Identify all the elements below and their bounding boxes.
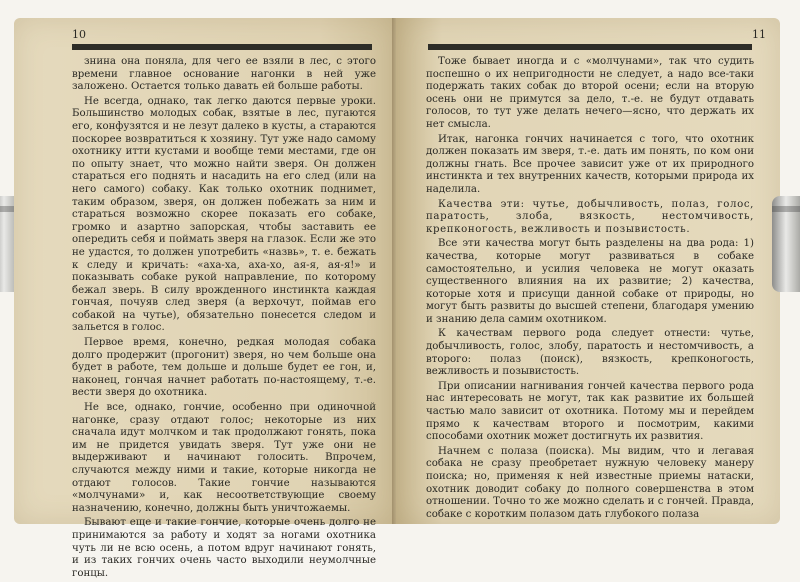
header-rule-right [428, 44, 752, 50]
paragraph: знина она поняла, для чего ее взяли в лес, с этого времени главное основание нагонки в ней уже заложено. Остается только давать ей больше работы. [72, 56, 376, 93]
book-weight-right [772, 196, 800, 292]
paragraph: Все эти качества могут быть разделены на два рода: 1) качества, которые могут развиваться в собаке самостоятельно, и усилия человека не могут оказать существенного влияния на их развитие; 2) качества, которые хотя и присущи данной собаке от природы, но могут быть развиты до высшей степени, благодаря умению и знанию дела самим охотником. [426, 238, 754, 325]
paragraph: Бывают еще и такие гончие, которые очень долго не принимаются за работу и ходят за ногами охотника чуть ли не всю осень, а потом вдруг начинают гонять, и из таких гончих очень часто выходили неумолчные гонцы. [72, 517, 376, 579]
paragraph: Качества эти: чутье, добычливость, полаз, голос, паратость, злоба, вязкость, нестомчивость, крепконогость, вежливость и позывистость. [426, 198, 754, 235]
paragraph: Первое время, конечно, редкая молодая собака долго продержит (прогонит) зверя, но чем больше она будет в работе, тем дольше и дольше будет ее гон, и, наконец, гончая начнет работать по-настоящему, т.-е. вести зверя до охотника. [72, 337, 376, 399]
paragraph: Не всегда, однако, так легко даются первые уроки. Большинство молодых собак, взятые в лес, пугаются его, конфузятся и не лезут далеко в кусты, а стараются поскорее возвратиться к хозяину. Тут уже надо самому охотнику итти кустами и вообще теми местами, где он по опыту знает, что можно найти зверя. Он должен стараться его поднять и насадить на его след (или на него самого) собаку. Как только охотник поднимет, таким образом, зверя, он должен побежать за ним и стараться возможно скорее показать его собаке, громко и азартно запорская, чтобы заставить ее опередить себя и поймать зверя на глазок. Если же это не удастся, то должен употребить «назвь», т. е. бежать к следу и кричать: «аха-ха, аха-хо, ая-я, ая-я!» и показывать собаке рукой направление, по которому бежал зверь. В силу врожденного инстинкта каждая гончая, почуяв след зверя (а верхочут, поймав его собакой на чутье), обязательно понесется следом и зальется в голос. [72, 95, 376, 334]
paragraph: Итак, нагонка гончих начинается с того, что охотник должен показать им зверя, т.-е. дать им понять, по ком они должны гнать. Все прочее зависит уже от их природного инстинкта и тех внутренних качеств, которыми природа их наделила. [426, 133, 754, 195]
page-number-left: 10 [72, 28, 86, 41]
paragraph: Не все, однако, гончие, особенно при одиночной нагонке, сразу отдают голос; некоторые из них сначала идут молчком и так продолжают гонять, пока им не придется увидать зверя. Тут уже они не выдерживают и начинают голосить. Впрочем, случаются между ними и такие, которые никогда не отдают голосов. Такие гончие называются «молчунами» и, как несоответствующие своему назначению, конечно, должны быть уничтожаемы. [72, 402, 376, 514]
paragraph: При описании нагнивания гончей качества первого рода нас интересовать не могут, так как развитие их большей частью мало зависит от охотника. Потому мы и перейдем прямо к качествам второго и посмотрим, какими способами охотник может достигнуть их развития. [426, 380, 754, 443]
header-rule-left [72, 44, 372, 50]
left-page [14, 18, 396, 579]
right-page [396, 18, 780, 524]
left-page-text [72, 56, 376, 582]
paragraph: К качествам первого рода следует отнести: чутье, добычливость, голос, злобу, паратость и нестомчивость, а второго: полаз (поиск), вязкость, крепконогость, вежливость и позывистость. [426, 328, 754, 378]
paragraph: Начнем с полаза (поиска). Мы видим, что и легавая собака не сразу преобретает нужную человеку манеру поиска; но, применяя к ней известные приемы натаски, охотник доводит собаку до полного совершенства в этом отношении. Точно то же можно сделать и с гончей. Правда, собаке с коротким полазом дать глубокого полаза [426, 445, 754, 520]
paragraph: Тоже бывает иногда и с «молчунами», так что судить поспешно о их непригодности не следует, а надо все-таки подержать таких собак до второй осени; если на вторую осень они не примутся за дело, т.-е. не будут отдавать голосов, то тут уже делать нечего—ясно, что держать их нет смысла. [426, 56, 754, 130]
page-number-right: 11 [752, 28, 766, 41]
right-page-text [426, 56, 754, 523]
